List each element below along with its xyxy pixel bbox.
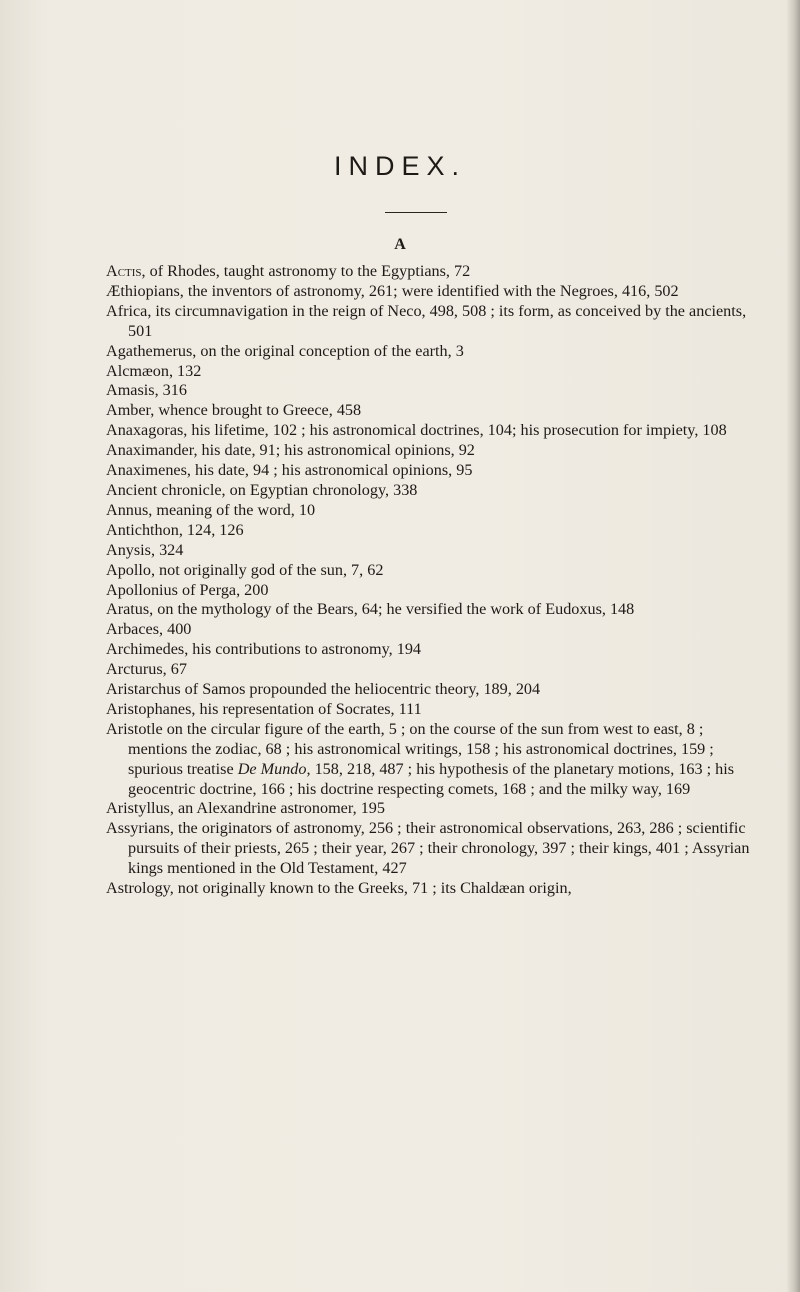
entry-text: Anysis, 324 — [106, 540, 184, 559]
index-entry — [106, 362, 750, 382]
index-entry — [106, 521, 750, 541]
entry-text-tail: 158, 218, 487 ; his hypothesis of the planetary motions, 163 ; his geocentric doctrine, 166 ; his doctrine respecting comets, 168 ; and the milky way, 169 — [128, 759, 735, 798]
entry-text: Africa, its circumnavigation in the reign of Neco, 498, 508 ; its form, as conceived by the ancients, 501 — [106, 301, 747, 340]
index-entry — [106, 441, 750, 461]
entry-text: Aristarchus of Samos propounded the heliocentric theory, 189, 204 — [106, 680, 541, 699]
entry-italic-title: De Mundo, — [237, 759, 311, 778]
index-entry — [106, 282, 750, 302]
index-entries — [106, 262, 750, 899]
index-entry — [106, 819, 750, 879]
index-entry — [106, 600, 750, 620]
index-entry — [106, 262, 750, 282]
page-title: INDEX. — [333, 151, 467, 181]
entry-text: Amasis, 316 — [106, 381, 187, 400]
entry-text: Apollo, not originally god of the sun, 7, 62 — [106, 560, 384, 579]
entry-text: Aristyllus, an Alexandrine astronomer, 195 — [106, 799, 385, 818]
entry-text: Annus, meaning of the word, 10 — [106, 500, 316, 519]
entry-text: Æthiopians, the inventors of astronomy, 261; were identified with the Negroes, 416, 502 — [106, 281, 679, 300]
entry-text: Anaximander, his date, 91; his astronomical opinions, 92 — [106, 441, 475, 460]
entry-headword: Actis, — [106, 262, 146, 280]
entry-text: Amber, whence brought to Greece, 458 — [106, 401, 362, 420]
index-entry — [106, 421, 750, 441]
entry-text: Anaximenes, his date, 94 ; his astronomical opinions, 95 — [106, 461, 473, 480]
index-entry — [106, 501, 750, 521]
entry-text: Arcturus, 67 — [106, 660, 187, 679]
title-rule — [385, 212, 447, 213]
index-entry — [106, 401, 750, 421]
entry-text: Anaxagoras, his lifetime, 102 ; his astronomical doctrines, 104; his prosecution for impiety, 108 — [106, 421, 727, 440]
entry-text: Assyrians, the originators of astronomy, 256 ; their astronomical observations, 263, 286 ; scientific pursuits of their priests, 265 ; their year, 267 ; their chronology, 397 ; their kings, 401 ; Assyrian kings mentioned in the Old Testament, 427 — [106, 819, 750, 878]
entry-text: Aristotle on the circular figure of the earth, 5 ; on the course of the sun from west to east, 8 ; mentions the zodiac, 68 ; his astronomical writings, 158 ; his astronomical doctrines, 159 ; spurious treatise — [106, 719, 714, 778]
index-entry — [106, 342, 750, 362]
index-entry — [106, 541, 750, 561]
entry-text: of Rhodes, taught astronomy to the Egyptians, 72 — [145, 262, 471, 280]
entry-text: Antichthon, 124, 126 — [106, 520, 244, 539]
entry-text: Aratus, on the mythology of the Bears, 64; he versified the work of Eudoxus, 148 — [106, 600, 635, 619]
page-edge-shadow — [786, 0, 800, 1292]
index-entry — [106, 680, 750, 700]
index-entry — [106, 620, 750, 640]
entry-text: Archimedes, his contributions to astronomy, 194 — [106, 640, 422, 659]
index-entry — [106, 720, 750, 800]
entry-text: Astrology, not originally known to the Greeks, 71 ; its Chaldæan origin, — [106, 879, 572, 898]
index-entry — [106, 581, 750, 601]
entry-text: Aristophanes, his representation of Socrates, 111 — [106, 699, 422, 718]
index-entry — [106, 561, 750, 581]
entry-text: Ancient chronicle, on Egyptian chronology, 338 — [106, 480, 418, 499]
index-entry — [106, 660, 750, 680]
index-entry — [106, 799, 750, 819]
section-letter: A — [394, 236, 406, 253]
entry-text: Alcmæon, 132 — [106, 361, 202, 380]
index-entry — [106, 302, 750, 342]
entry-text: Arbaces, 400 — [106, 620, 192, 639]
index-entry — [106, 700, 750, 720]
entry-text: Agathemerus, on the original conception of the earth, 3 — [106, 341, 464, 360]
index-entry — [106, 640, 750, 660]
index-entry — [106, 461, 750, 481]
entry-text: Apollonius of Perga, 200 — [106, 580, 269, 599]
index-entry — [106, 481, 750, 501]
index-entry — [106, 879, 750, 899]
index-entry — [106, 381, 750, 401]
